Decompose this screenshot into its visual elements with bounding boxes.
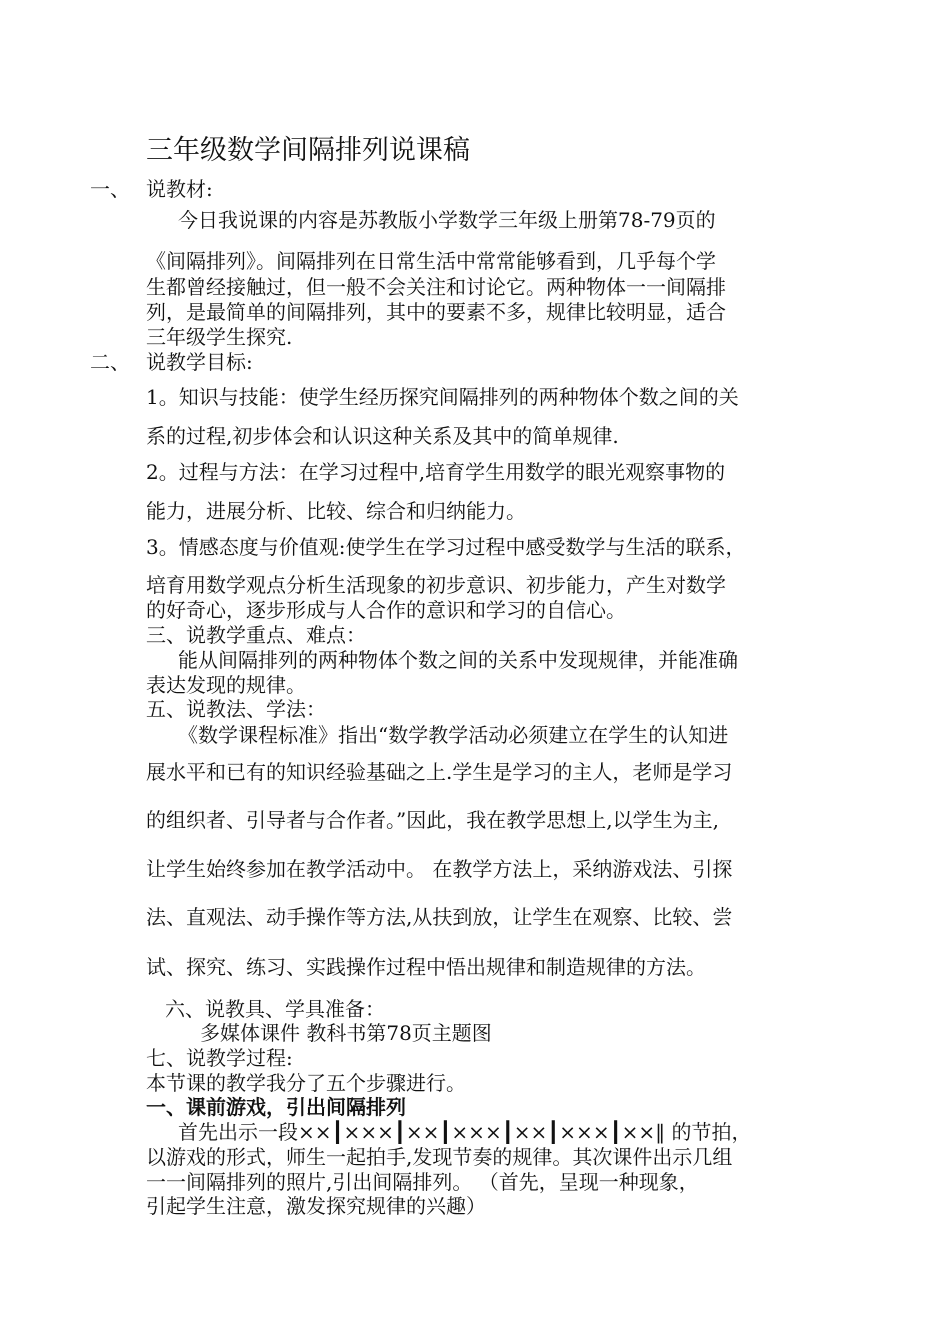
section-3-line: 表达发现的规律。	[146, 673, 306, 697]
section-1-line: 列，是最简单的间隔排列，其中的要素不多，规律比较明显，适合	[146, 300, 726, 324]
section-5-line: 试、探究、练习、实践操作过程中悟出规律和制造规律的方法。	[146, 955, 706, 979]
section-5-line: 展水平和已有的知识经验基础之上.学生是学习的主人，老师是学习	[146, 760, 733, 784]
section-3-line: 能从间隔排列的两种物体个数之间的关系中发现规律，并能准确	[178, 648, 738, 672]
step-1-heading: 一、课前游戏，引出间隔排列	[146, 1095, 406, 1119]
section-1-heading: 说教材:	[146, 177, 213, 201]
section-6-heading: 六、说教具、学具准备：	[165, 997, 385, 1021]
section-2-line: 1。知识与技能：使学生经历探究间隔排列的两种物体个数之间的关	[146, 385, 739, 409]
section-5-line: 《数学课程标准》指出“数学教学活动必须建立在学生的认知进	[178, 723, 729, 747]
section-5-line: 的组织者、引导者与合作者。”因此，我在教学思想上,以学生为主,	[146, 808, 719, 832]
section-2-line: 2。过程与方法：在学习过程中,培育学生用数学的眼光观察事物的	[146, 460, 726, 484]
section-2-line: 3。情感态度与价值观:使学生在学习过程中感受数学与生活的联系，	[146, 535, 746, 559]
section-5-line: 法、直观法、动手操作等方法,从扶到放，让学生在观察、比较、尝	[146, 905, 733, 929]
section-2-line: 的好奇心，逐步形成与人合作的意识和学习的自信心。	[146, 598, 626, 622]
section-2-line: 能力，进展分析、比较、综合和归纳能力。	[146, 499, 526, 523]
step-1-line: 首先出示一段××┃×××┃××┃×××┃××┃×××┃××‖ 的节拍，	[178, 1120, 752, 1144]
section-7-heading: 七、说教学过程:	[146, 1046, 293, 1070]
section-7-intro: 本节课的教学我分了五个步骤进行。	[146, 1071, 466, 1095]
section-1-line: 《间隔排列》。间隔排列在日常生活中常常能够看到，几乎每个学	[146, 249, 716, 273]
section-1-line: 生都曾经接触过，但一般不会关注和讨论它。两种物体一一间隔排	[146, 275, 726, 299]
section-2-line: 培育用数学观点分析生活现象的初步意识、初步能力，产生对数学	[146, 573, 726, 597]
section-1-number: 一、	[90, 177, 130, 201]
section-2-number: 二、	[90, 350, 130, 374]
section-2-heading: 说教学目标:	[146, 350, 253, 374]
section-2-line: 系的过程,初步体会和认识这种关系及其中的简单规律.	[146, 424, 619, 448]
document-title: 三年级数学间隔排列说课稿	[146, 135, 470, 166]
section-3-heading: 三、说教学重点、难点：	[146, 623, 366, 647]
section-6-line: 多媒体课件 教科书第78页主题图	[200, 1021, 492, 1045]
step-1-line: 引起学生注意，激发探究规律的兴趣）	[146, 1194, 486, 1218]
step-1-line: 一一间隔排列的照片,引出间隔排列。 （首先，呈现一种现象，	[146, 1170, 699, 1194]
section-5-heading: 五、说教法、学法：	[146, 697, 326, 721]
section-1-line: 今日我说课的内容是苏教版小学数学三年级上册第78-79页的	[178, 208, 716, 232]
step-1-line: 以游戏的形式，师生一起拍手,发现节奏的规律。其次课件出示几组	[146, 1145, 733, 1169]
section-5-line: 让学生始终参加在教学活动中。 在教学方法上，采纳游戏法、引探	[146, 857, 733, 881]
section-1-line: 三年级学生探究.	[146, 325, 293, 349]
